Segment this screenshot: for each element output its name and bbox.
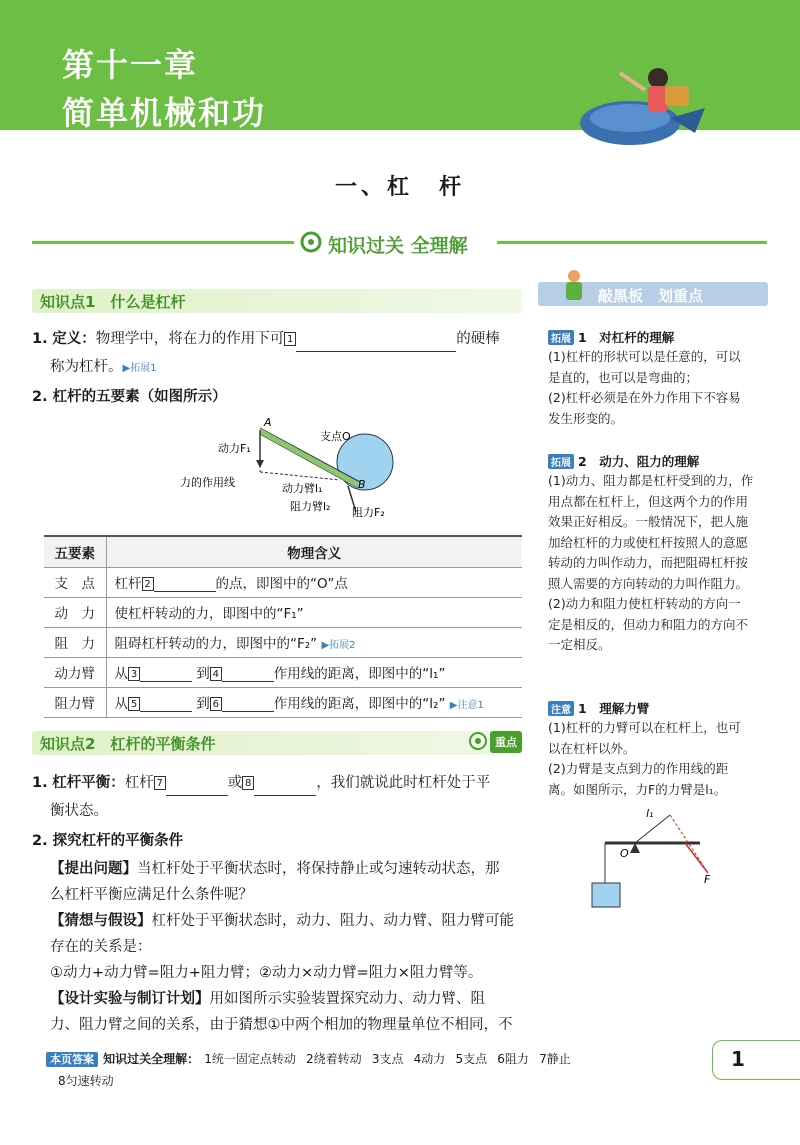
lever-diagram	[180, 412, 440, 527]
diag-A: A	[264, 416, 272, 429]
chapter-title: 简单机械和功	[62, 94, 267, 132]
teacher-icon	[560, 268, 590, 304]
lever-arm-figure	[590, 805, 730, 910]
diag-F2: 阻力F₂	[352, 506, 385, 519]
lesson-title: 一、杠 杆	[334, 175, 465, 200]
answer-box-1[interactable]: 1	[284, 332, 296, 346]
divider-left	[32, 241, 294, 244]
fig-l1: l₁	[646, 807, 654, 820]
blank-1[interactable]	[296, 334, 456, 352]
chapter-number: 第十一章	[62, 46, 199, 84]
sidebar-s2: (1)动力、阻力都是杠杆受到的力，作 用点都在杠杆上，但这两个力的作用 效果正好相反。一般情况下，把人施 加给杠杆的力或使杠杆按照人的意愿 转动的力叫作动力，而把阻碍杠杆按 照人需要的方向转动的力叫作阻力。 (2)动力和阻力使杠杆转动的方向一 定是相反的，但动力和阻力的方向不 一定相反。	[548, 473, 754, 652]
sidebar-s3: (1)杠杆的力臂可以在杠杆上，也可 以在杠杆以外。 (2)力臂是支点到力的作用线的距 离。如图所示，力F的力臂是l₁。	[548, 720, 741, 797]
fig-O: O	[620, 847, 629, 860]
page-number-tab	[712, 1040, 800, 1080]
diag-O: 支点O	[320, 430, 351, 443]
diag-F1: 动力F₁	[218, 442, 251, 455]
kp1-label: 知识点1 什么是杠杆	[40, 293, 186, 311]
diag-l2: 阻力臂l₂	[290, 500, 331, 513]
answer-head: 本页答案	[46, 1052, 98, 1067]
table-header-0: 五要素	[44, 537, 106, 567]
kp2-bar	[32, 731, 522, 755]
sidebar-s1: (1)杠杆的形状可以是任意的，可以 是直的，也可以是弯曲的； (2)杠杆必须是在外力作用下不容易 发生形变的。	[548, 349, 741, 426]
diag-line: 力的作用线	[180, 476, 235, 489]
fig-F: F	[704, 873, 711, 886]
table-header-1: 物理含义	[106, 537, 522, 567]
section-banner: 知识过关 全理解	[328, 235, 468, 257]
diag-l1: 动力臂l₁	[282, 482, 323, 495]
table-row: 动力臂 从 3 到 4 作用线的距离，即图中的“l₁”	[44, 657, 522, 687]
kp1-bar	[32, 289, 522, 313]
diag-B: B	[358, 478, 366, 491]
page-number: 1	[731, 1047, 745, 1071]
target-icon	[468, 731, 488, 751]
table-row: 支 点 杠杆 2 的点，即图中的“O”点	[44, 567, 522, 597]
kp1-definition: 1. 定义：物理学中，将在力的作用下可 1 的硬棒	[32, 326, 522, 352]
divider-right	[497, 241, 767, 244]
swirl-icon	[298, 230, 324, 254]
extension-tag-1[interactable]: ▶拓展1	[122, 363, 157, 374]
kp1-five-elements: 2. 杠杆的五要素（如图所示）	[32, 389, 227, 405]
kp2-balance: 1. 杠杆平衡：杠杆 7 或 8 ，我们就说此时杠杆处于平	[32, 770, 522, 796]
five-elements-table	[44, 535, 522, 718]
sidebar-title: 敲黑板 划重点	[598, 287, 704, 305]
key-point-badge: 重点	[490, 731, 522, 753]
rocket-girl-illustration	[570, 28, 710, 156]
table-row: 动 力 使杠杆转动的力，即图中的“F₁”	[44, 597, 522, 627]
answer-footer: 本页答案 知识过关全理解： 1统一固定点转动 2绕着转动 3支点 4动力 5支点 6阻力 7静止	[46, 1048, 696, 1067]
table-row: 阻力臂 从 5 到 6 作用线的距离，即图中的“l₂” ▶注意1	[44, 687, 522, 717]
table-row: 阻 力 阻碍杠杆转动的力，即图中的“F₂” ▶拓展2	[44, 627, 522, 657]
kp2-label: 知识点2 杠杆的平衡条件	[40, 735, 216, 753]
